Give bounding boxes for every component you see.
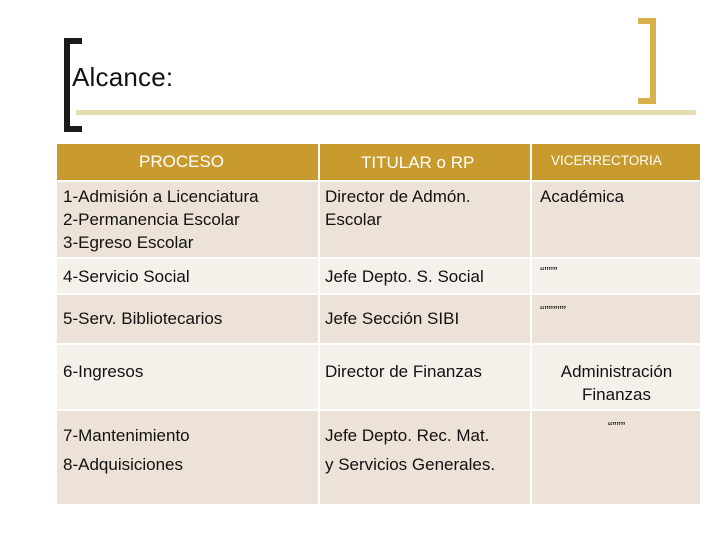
- cell-vicerrectoria: “”””: [607, 419, 626, 434]
- header-vicerrectoria: VICERRECTORIA: [551, 153, 662, 168]
- cell-titular: Director de Finanzas: [325, 362, 482, 381]
- cell-titular: Director de Admón. Escolar: [325, 187, 471, 229]
- row-divider: [57, 343, 700, 345]
- cell-vicerrectoria: Administración Finanzas: [560, 362, 673, 404]
- left-bracket-top: [64, 38, 82, 44]
- left-bracket-vertical: [64, 38, 70, 132]
- page-title: Alcance:: [72, 62, 174, 92]
- table-row: [57, 294, 700, 344]
- header-titular: TITULAR o RP: [361, 153, 475, 172]
- cell-proceso: 4-Servicio Social: [63, 267, 190, 286]
- right-bracket-bottom: [638, 98, 656, 104]
- cell-vicerrectoria: “”””: [540, 264, 558, 279]
- cell-proceso: 5-Serv. Bibliotecarios: [63, 309, 223, 328]
- cell-proceso: 7-Mantenimiento 8-Adquisiciones: [63, 426, 190, 474]
- right-bracket-top: [638, 18, 656, 24]
- row-divider: [57, 180, 700, 182]
- column-divider: [530, 144, 532, 504]
- table-row: [57, 258, 700, 294]
- cell-vicerrectoria: “”””””: [540, 303, 566, 318]
- cell-vicerrectoria: Académica: [540, 187, 625, 206]
- row-divider: [57, 409, 700, 411]
- table-header: [57, 144, 700, 180]
- table-row: [57, 180, 700, 258]
- title-underline: [76, 110, 696, 115]
- left-bracket-bottom: [64, 126, 82, 132]
- cell-titular: Jefe Sección SIBI: [325, 309, 460, 328]
- cell-titular: Jefe Depto. Rec. Mat. y Servicios Generales.: [325, 426, 496, 474]
- cell-proceso: 1-Admisión a Licenciatura 2-Permanencia Escolar 3-Egreso Escolar: [63, 187, 259, 252]
- right-bracket-vertical: [650, 18, 656, 104]
- row-divider: [57, 257, 700, 259]
- scope-table: [57, 144, 700, 504]
- cell-proceso: 6-Ingresos: [63, 362, 144, 381]
- column-divider: [318, 144, 320, 504]
- table-row: [57, 344, 700, 410]
- row-divider: [57, 293, 700, 295]
- table-row: [57, 410, 700, 504]
- header-proceso: PROCESO: [139, 152, 225, 171]
- cell-titular: Jefe Depto. S. Social: [325, 267, 484, 286]
